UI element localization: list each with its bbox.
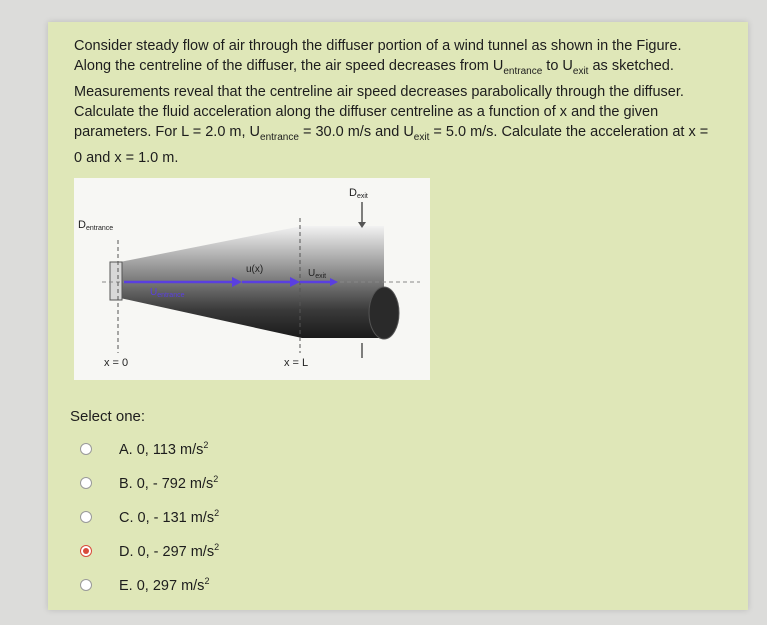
- question-text: Consider steady flow of air through the diffuser portion of a wind tunnel as shown in the Figure. Along the centreline of the diffuser, the air speed decreases from $U_{entrance}$ to $U_{exit}$ as sketched. Measurements reveal that the centreline air speed decreases parabolically through the diffuser. Calculate the fluid acceleration along the diffuser centreline as a function of x and the given parameters. For L = 2.0 m, $U_{entrance} = 30.0$ m/s and $U_{exit} = 5.0$ m/s. Calculate the acceleration at x = 0 and x = 1.0 m.: [74, 38, 709, 166]
- radio-button[interactable]: [80, 511, 92, 523]
- option-c[interactable]: [70, 500, 219, 534]
- radio-button[interactable]: [80, 579, 92, 591]
- option-label: A. 0, 113 $m/s^2$: [119, 440, 209, 458]
- u-x-label: u(x): [246, 264, 264, 275]
- option-a[interactable]: [70, 432, 219, 466]
- xL-label: x = L: [284, 357, 309, 369]
- answer-options: [70, 432, 219, 602]
- outlet-opening: [369, 287, 399, 339]
- option-label: E. 0, 297 $m/s^2$: [119, 576, 210, 594]
- x0-label: x = 0: [104, 357, 129, 369]
- option-label: C. 0, - 131 $m/s^2$: [119, 508, 220, 526]
- d-entrance-label: Dentrance: [78, 219, 114, 232]
- radio-button-selected[interactable]: [80, 545, 92, 557]
- radio-button[interactable]: [80, 443, 92, 455]
- option-e[interactable]: [70, 568, 219, 602]
- option-b[interactable]: [70, 466, 219, 500]
- option-label: D. 0, - 297 $m/s^2$: [119, 542, 220, 560]
- diffuser-figure: [74, 178, 430, 380]
- u-entrance-label: $U_{entrance}$: [150, 287, 185, 299]
- inlet-flange: [110, 262, 122, 300]
- u-exit-label: $U_{exit}$: [308, 268, 327, 280]
- option-label: B. 0, - 792 $m/s^2$: [119, 474, 219, 492]
- select-one-label: Select one:: [70, 408, 146, 425]
- diffuser-diagram: [74, 178, 430, 380]
- d-exit-label: Dexit: [349, 187, 368, 200]
- option-d[interactable]: [70, 534, 219, 568]
- radio-button[interactable]: [80, 477, 92, 489]
